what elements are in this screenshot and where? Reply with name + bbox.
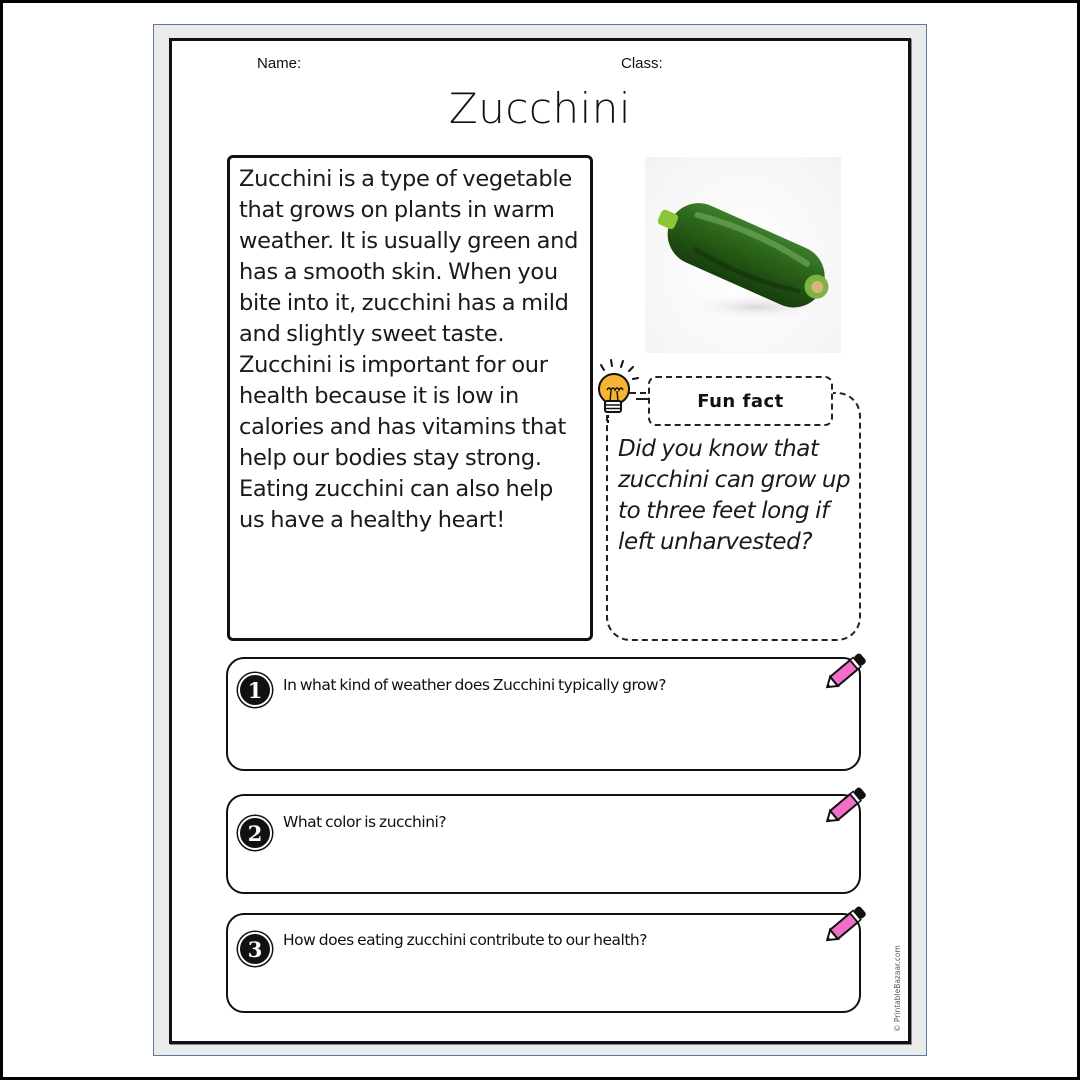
question-1-text: In what kind of weather does Zucchini typically grow? [283,676,666,694]
pencil-icon [818,784,870,830]
name-label: Name: [257,55,302,72]
question-2-answer-box[interactable] [226,794,861,894]
lightbulb-icon [592,357,642,423]
question-number-badge: 1 [238,673,272,707]
question-3-answer-box[interactable] [226,913,861,1013]
question-1-answer-box[interactable] [226,657,861,771]
reading-passage-box [227,155,593,641]
worksheet-title: Zucchini [448,84,632,133]
question-3-text: How does eating zucchini contribute to our health? [283,931,647,949]
pencil-icon [818,650,870,696]
question-number-badge: 3 [238,932,272,966]
zucchini-photo [645,157,841,353]
reading-passage: Zucchini is a type of vegetable that grows on plants in warm weather. It is usually green and has a smooth skin. When you bite into it, zucchini has a mild and slightly sweet taste. Zucchini is important for our health because it is low in calories and has vitamins that help our bodies stay strong. Eating zucchini can also help us have a healthy heart! [239,166,579,533]
fun-fact-header: Fun fact [648,376,833,426]
class-label: Class: [621,55,663,72]
copyright-notice: © PrintableBazaar.com [893,945,902,1032]
pencil-icon [818,903,870,949]
question-2-text: What color is zucchini? [283,813,447,831]
question-number-badge: 2 [238,816,272,850]
zucchini-icon [645,157,841,353]
fun-fact-text: Did you know that zucchini can grow up to three feet long if left unharvested? [618,436,851,555]
